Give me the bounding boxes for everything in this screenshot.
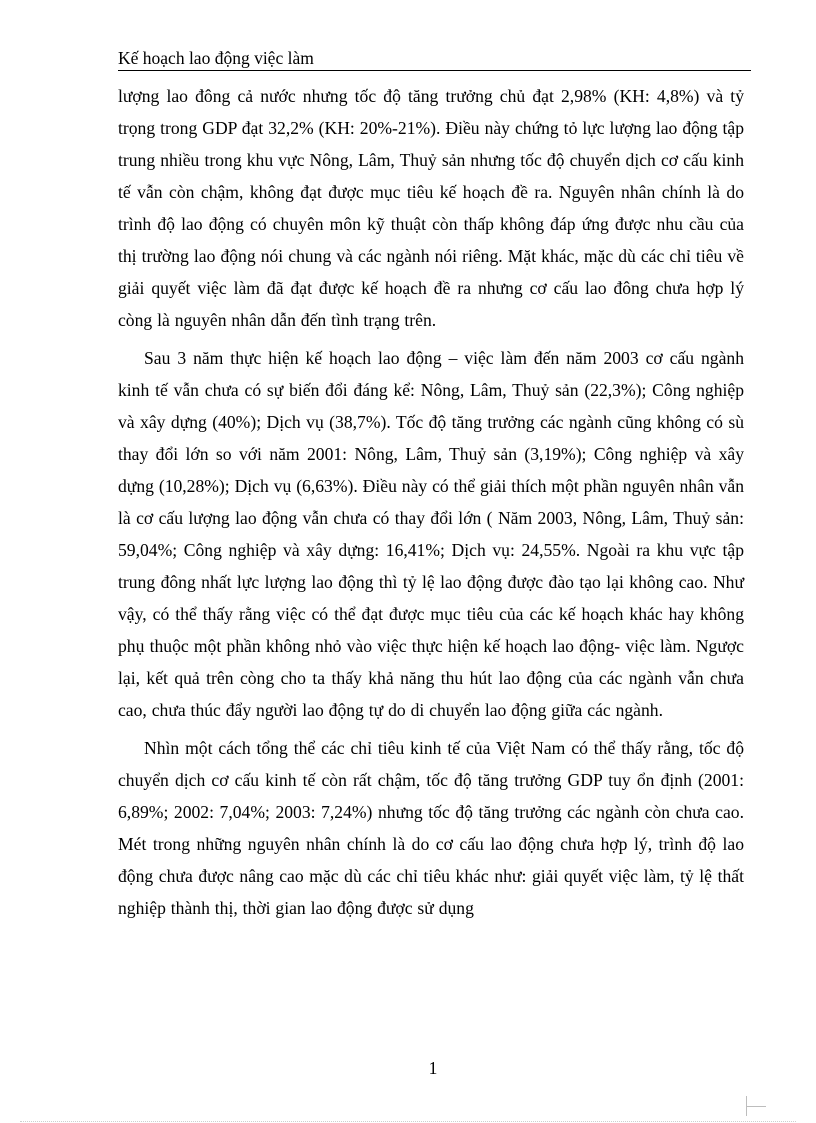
crop-mark-horizontal	[746, 1106, 766, 1107]
body-text	[118, 80, 744, 924]
paragraph-continuation: lượng lao đông cả nước nhưng tốc độ tăng trưởng chủ đạt 2,98% (KH: 4,8%) và tỷ trọng trong GDP đạt 32,2% (KH: 20%-21%). Điều này chứng tỏ lực lượng lao động tập trung nhiều trong khu vực Nông, Lâm, Thuỷ sản nhưng tốc độ chuyển dịch cơ cấu kinh tế vẫn còn chậm, không đạt được mục tiêu kế hoạch đề ra. Nguyên nhân chính là do trình độ lao động có chuyên môn kỹ thuật còn thấp không đáp ứng được nhu cầu của thị trường lao động nói chung và các ngành nói riêng. Mặt khác, mặc dù các chỉ tiêu về giải quyết việc làm đã đạt được kế hoạch đề ra nhưng cơ cấu lao đông chưa hợp lý còng là nguyên nhân dẫn đến tình trạng trên.	[118, 86, 744, 330]
paragraph-labor-plan-results: Sau 3 năm thực hiện kế hoạch lao động – việc làm đến năm 2003 cơ cấu ngành kinh tế vẫn chưa có sự biến đổi đáng kể: Nông, Lâm, Thuỷ sản (22,3%); Công nghiệp và xây dựng (40%); Dịch vụ (38,7%). Tốc độ tăng trưởng các ngành cũng không có sù thay đổi lớn so với năm 2001: Nông, Lâm, Thuỷ sản (3,19%); Công nghiệp và xây dựng (10,28%); Dịch vụ (6,63%). Điều này có thể giải thích một phần nguyên nhân vẫn là cơ cấu lượng lao động vẫn chưa có thay đổi lớn ( Năm 2003, Nông, Lâm, Thuỷ sản: 59,04%; Công nghiệp và xây dựng: 16,41%; Dịch vụ: 24,55%. Ngoài ra khu vực tập trung đông nhất lực lượng lao động thì tỷ lệ lao động được đào tạo lại không cao. Như vậy, có thể thấy rằng việc có thể đạt được mục tiêu của các kế hoạch khác hay không phụ thuộc một phần không nhỏ vào việc thực hiện kế hoạch lao động- việc làm. Ngược lại, kết quả trên còng cho ta thấy khả năng thu hút lao động của các ngành vẫn chưa cao, chưa thúc đẩy người lao động tự do di chuyển lao động giữa các ngành.	[118, 348, 744, 720]
paragraph-economic-indicators: Nhìn một cách tổng thể các chỉ tiêu kinh tế của Việt Nam có thể thấy rằng, tốc độ chuyển dịch cơ cấu kinh tế còn rất chậm, tốc độ tăng trưởng GDP tuy ổn định (2001: 6,89%; 2002: 7,04%; 2003: 7,24%) nhưng tốc độ tăng trưởng các ngành còn chưa cao. Mét trong những nguyên nhân chính là do cơ cấu lao động chưa hợp lý, trình độ lao động chưa được nâng cao mặc dù các chỉ tiêu khác như: giải quyết việc làm, tỷ lệ thất nghiệp thành thị, thời gian lao động được sử dụng	[118, 738, 744, 918]
running-header: Kế hoạch lao động việc làm	[118, 46, 751, 71]
crop-mark-vertical	[746, 1096, 747, 1116]
page-number: 1	[428, 1058, 438, 1078]
page-bottom-edge	[20, 1121, 796, 1122]
